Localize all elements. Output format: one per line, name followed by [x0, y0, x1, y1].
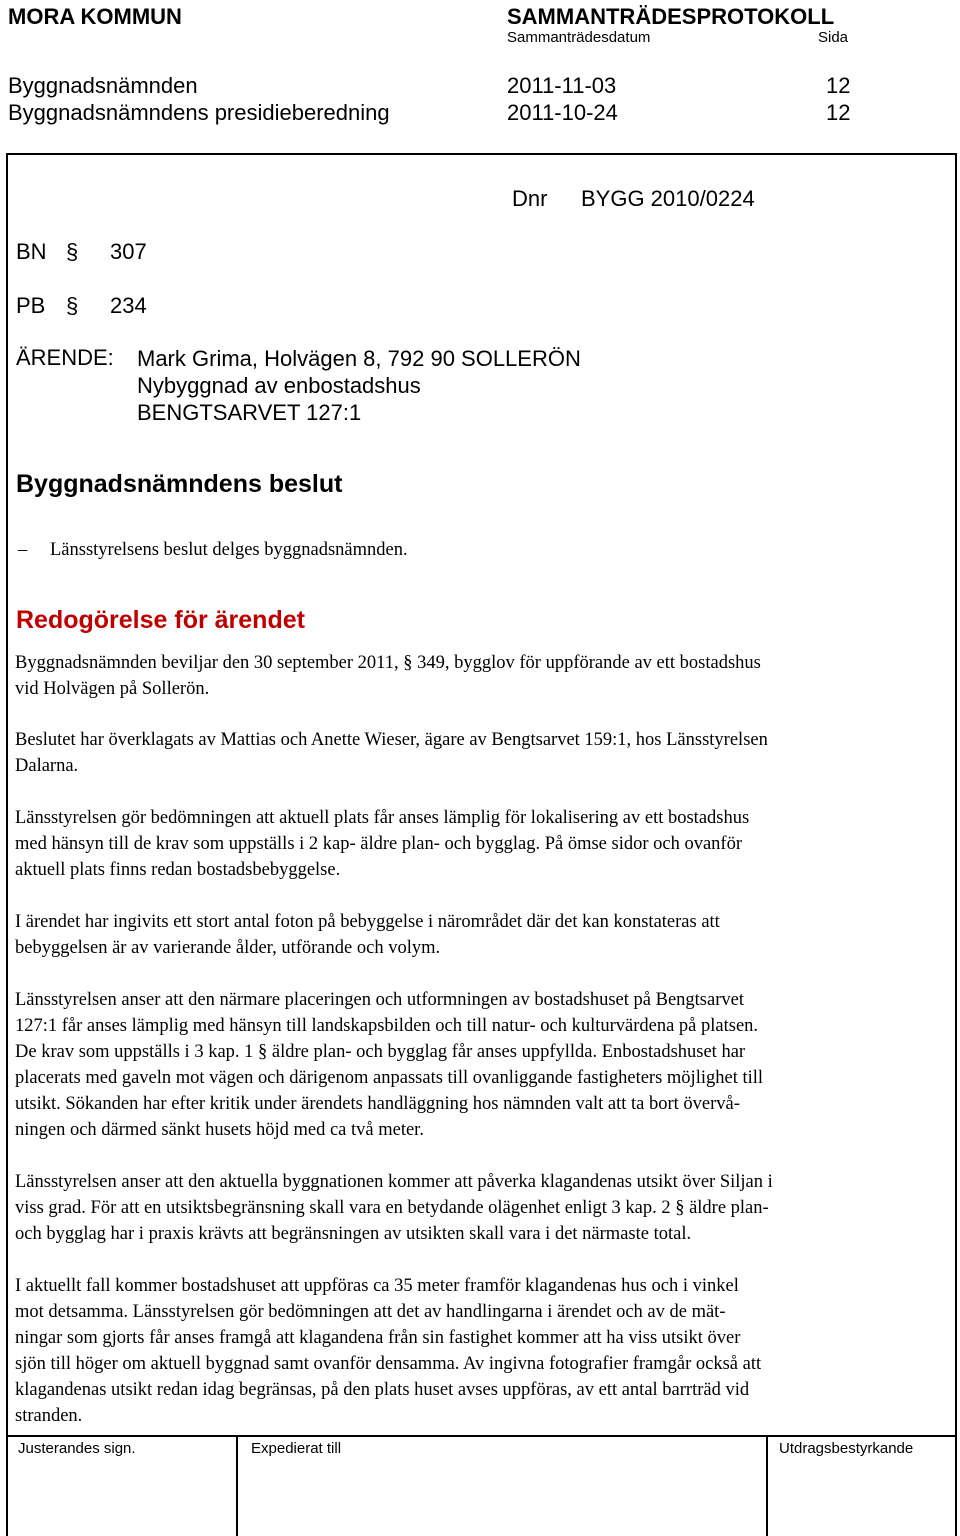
- ref-number-bn: 307: [110, 239, 147, 264]
- beslut-heading: Byggnadsnämndens beslut: [16, 470, 343, 498]
- paragraph: [15, 909, 920, 961]
- header-date-1: 2011-11-03: [507, 73, 617, 98]
- text-line: placerats med gaveln mot vägen och därigenom anpassats till ovanliggande fastigheters möjlighet till: [15, 1068, 764, 1088]
- header-body-1: Byggnadsnämnden: [8, 73, 198, 98]
- beslut-item: Länsstyrelsens beslut delges byggnadsnämnden.: [50, 540, 408, 560]
- text-line: sjön till höger om aktuell byggnad samt ovanför densamma. Av ingivna fotografier framgår också att: [15, 1354, 762, 1374]
- text-line: Länsstyrelsen gör bedömningen att aktuell plats får anses lämplig för lokalisering av ett bostadshus: [15, 808, 750, 828]
- redogorelse-heading: Redogörelse för ärendet: [16, 606, 305, 634]
- section-sign-icon: §: [66, 293, 79, 318]
- text-line: med hänsyn till de krav som uppställs i 2 kap- äldre plan- och bygglag. På ömse sidor och ovanför: [15, 834, 743, 854]
- text-line: ningar som gjorts får anses framgå att klagandena från sin fastighet kommer att ha viss utsikt över: [15, 1328, 741, 1348]
- arende-line: Nybyggnad av enbostadshus: [137, 373, 421, 398]
- footer-top-rule: [6, 1435, 957, 1437]
- arende-label: ÄRENDE:: [16, 345, 114, 370]
- text-line: 127:1 får anses lämplig med hänsyn till landskapsbilden och till natur- och kulturvärdena på platsen.: [15, 1016, 759, 1036]
- paragraph: [15, 650, 920, 702]
- frame-right-rule: [955, 153, 957, 1536]
- text-line: ningen och därmed sänkt husets höjd med ca två meter.: [15, 1120, 424, 1140]
- arende-details: [137, 345, 581, 426]
- text-line: Länsstyrelsen anser att den närmare placeringen och utformningen av bostadshuset på Bengtsarvet: [15, 990, 744, 1010]
- text-line: vid Holvägen på Sollerön.: [15, 679, 210, 699]
- footer-divider: [766, 1435, 768, 1536]
- paragraph: [15, 1273, 920, 1429]
- ref-label-pb: PB: [16, 293, 46, 318]
- ref-number-pb: 234: [110, 293, 147, 318]
- arende-line: Mark Grima, Holvägen 8, 792 90 SOLLERÖN: [137, 346, 581, 371]
- document-type: SAMMANTRÄDESPROTOKOLL: [507, 4, 835, 29]
- text-line: De krav som uppställs i 3 kap. 1 § äldre plan- och bygglag får anses uppfyllda. Enbostadshuset har: [15, 1042, 746, 1062]
- text-line: Beslutet har överklagats av Mattias och Anette Wieser, ägare av Bengtsarvet 159:1, hos Länsstyrelsen: [15, 730, 768, 750]
- text-line: utsikt. Sökanden har efter kritik under ärendets handläggning hos nämnden valt att ta bort övervå-: [15, 1094, 740, 1114]
- footer-justerandes-sign: Justerandes sign.: [18, 1440, 136, 1457]
- arende-line: BENGTSARVET 127:1: [137, 400, 362, 425]
- paragraph: [15, 1169, 920, 1247]
- org-name: MORA KOMMUN: [8, 4, 182, 29]
- page-label: Sida: [818, 29, 849, 46]
- paragraph: [15, 727, 920, 779]
- text-line: klagandenas utsikt redan idag begränsas, på den plats huset avses uppföras, av ett antal barrträd vid: [15, 1380, 750, 1400]
- paragraph: [15, 987, 920, 1143]
- header-date-2: 2011-10-24: [507, 100, 618, 125]
- text-line: viss grad. För att en utsiktsbegränsning skall vara en betydande olägenhet enligt 3 kap. 2 § äldre plan-: [15, 1198, 769, 1218]
- dnr-label: Dnr: [512, 186, 548, 211]
- header-page-1: 12: [826, 73, 851, 98]
- footer-utdragsbestyrkande: Utdragsbestyrkande: [779, 1440, 914, 1457]
- frame-top-rule: [6, 153, 957, 155]
- dnr-value: BYGG 2010/0224: [581, 186, 755, 211]
- text-line: Dalarna.: [15, 756, 79, 776]
- section-sign-icon: §: [66, 239, 79, 264]
- text-line: Byggnadsnämnden beviljar den 30 september 2011, § 349, bygglov för uppförande av ett bostadshus: [15, 653, 761, 673]
- frame-left-rule: [6, 153, 8, 1536]
- text-line: Länsstyrelsen anser att den aktuella byggnationen kommer att påverka klagandenas utsikt över Siljan i: [15, 1172, 773, 1192]
- paragraph: [15, 805, 920, 883]
- text-line: mot detsamma. Länsstyrelsen gör bedömningen att det av handlingarna i ärendet och av de mät-: [15, 1302, 726, 1322]
- text-line: aktuell plats finns redan bostadsbebyggelse.: [15, 860, 341, 880]
- ref-label-bn: BN: [16, 239, 47, 264]
- footer-divider: [236, 1435, 238, 1536]
- text-line: och bygglag har i praxis krävts att begränsningen av utsikten skall vara i det närmaste total.: [15, 1224, 692, 1244]
- header-body-2: Byggnadsnämndens presidieberedning: [8, 100, 390, 125]
- header-page-2: 12: [826, 100, 851, 125]
- text-line: bebyggelsen är av varierande ålder, utförande och volym.: [15, 938, 441, 958]
- text-line: stranden.: [15, 1406, 83, 1426]
- text-line: I ärendet har ingivits ett stort antal foton på bebyggelse i närområdet där det kan konstateras att: [15, 912, 720, 932]
- dash-bullet-icon: –: [18, 540, 28, 560]
- footer-expedierat-till: Expedierat till: [251, 1440, 342, 1457]
- meeting-date-label: Sammanträdesdatum: [507, 29, 651, 46]
- text-line: I aktuellt fall kommer bostadshuset att uppföras ca 35 meter framför klagandenas hus och i vinkel: [15, 1276, 739, 1296]
